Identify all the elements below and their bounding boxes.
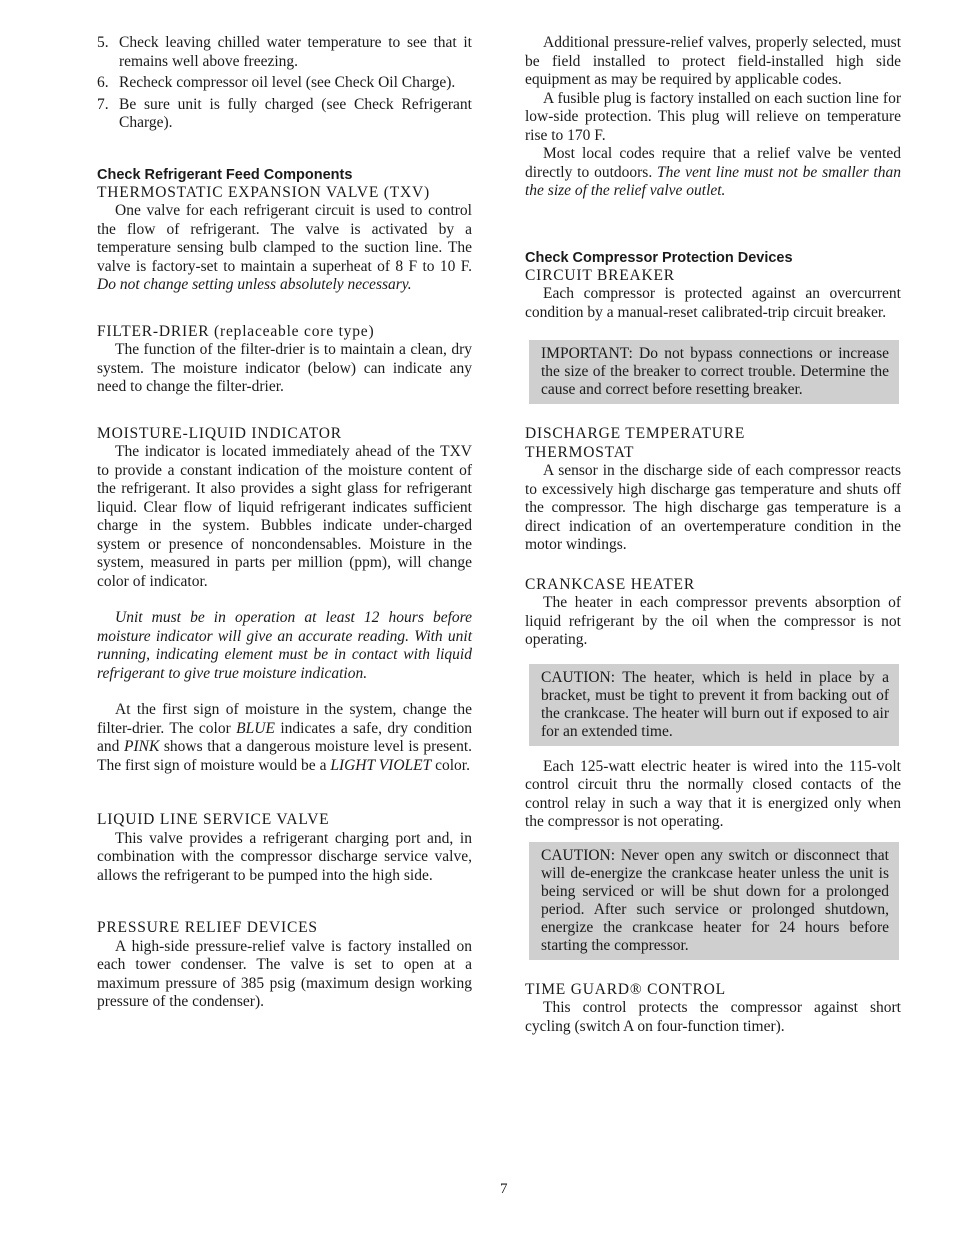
left-column [97, 34, 472, 1012]
liquid-line-paragraph: This valve provides a refrigerant charging port and, in combination with the compressor discharge service valve, allows the refrigerant to be pumped into the high side. [97, 829, 472, 884]
crankcase-paragraph: The heater in each compressor prevents absorption of liquid refrigerant by the oil when the compressor is not operating. [525, 594, 901, 648]
right-column [525, 34, 901, 1036]
discharge-paragraph: A sensor in the discharge side of each compressor reacts to excessively high discharge gas temperature and shuts off the compressor. The high discharge gas temperature is a direct indication of an overtemperature condition in the motor windings. [525, 462, 901, 553]
pressure-relief-paragraph: A high-side pressure-relief valve is factory installed on each tower condenser. The valve is set to open at a maximum pressure of 385 psig (maximum design working pressure of the condenser). [97, 937, 472, 1010]
caution-box-heater: CAUTION: The heater, which is held in place by a bracket, must be tight to prevent it from backing out of the crankcase. The heater will burn out if exposed to air for an extended time. [529, 664, 899, 746]
moisture-indicator-heading: MOISTURE-LIQUID INDICATOR [97, 424, 342, 442]
checklist [97, 34, 472, 133]
txv-heading: THERMOSTATIC EXPANSION VALVE (TXV) [97, 183, 430, 201]
moisture-note: Unit must be in operation at least 12 hours before moisture indicator will give an accurate reading. With unit running, indicating element must be in contact with liquid refrigerant to give true moisture indication. [97, 609, 472, 682]
filter-drier-paragraph: The function of the filter-drier is to maintain a clean, dry system. The moisture indicator (below) can indicate any need to change the filter-drier. [97, 341, 472, 395]
moisture-paragraph: The indicator is located immediately ahead of the TXV to provide a constant indication of the moisture content of the refrigerant. It also provides a sight glass for refrigerant liquid. Clear flow of liquid refrigerant indicates sufficient charge in the system. Bubbles indicate under-charged system or presence of noncondensables. Moisture in the system, measured in parts per million (ppm), will change color of indicator. [97, 443, 472, 590]
page-number: 7 [500, 1181, 508, 1197]
discharge-thermostat-heading: DISCHARGE TEMPERATURE THERMOSTAT [525, 425, 746, 461]
local-codes-paragraph: Most local codes require that a relief valve be vented directly to outdoors. The vent line must not be smaller than the size of the relief valve outlet. [525, 145, 901, 199]
feed-components-heading: Check Refrigerant Feed Components [97, 166, 353, 183]
list-item: 5. Check leaving chilled water temperature to see that it remains well above freezing. [97, 34, 472, 70]
heater-wiring-paragraph: Each 125-watt electric heater is wired into the 115-volt control circuit thru the normally closed contacts of the control relay in such a way that it is energized only when the compressor is not operating. [525, 757, 901, 830]
time-guard-heading: TIME GUARD® CONTROL [525, 980, 726, 998]
time-guard-paragraph: This control protects the compressor against short cycling (switch A on four-function timer). [525, 999, 901, 1035]
circuit-breaker-paragraph: Each compressor is protected against an overcurrent condition by a manual-reset calibrated-trip circuit breaker. [525, 285, 901, 321]
list-item: 6. Recheck compressor oil level (see Check Oil Charge). [97, 74, 456, 91]
crankcase-heater-heading: CRANKCASE HEATER [525, 575, 695, 593]
list-item: 7. Be sure unit is fully charged (see Check Refrigerant Charge). [97, 95, 472, 131]
protection-devices-heading: Check Compressor Protection Devices [525, 249, 793, 266]
filter-drier-heading: FILTER-DRIER (replaceable core type) [97, 322, 375, 340]
fusible-plug-paragraph: A fusible plug is factory installed on each suction line for low-side protection. This plug will relieve on temperature rise to 170 F. [525, 89, 901, 144]
txv-paragraph: One valve for each refrigerant circuit is used to control the flow of refrigerant. The valve is activated by a temperature sensing bulb clamped to the suction line. The valve is factory-set to maintain a superheat of 8 F to 10 F. Do not change setting unless absolutely necessary. [97, 202, 472, 293]
liquid-line-heading: LIQUID LINE SERVICE VALVE [97, 811, 330, 828]
additional-relief-paragraph: Additional pressure-relief valves, properly selected, must be field installed to protect field-installed high side equipment as may be required by applicable codes. [525, 34, 901, 88]
circuit-breaker-heading: CIRCUIT BREAKER [525, 266, 675, 284]
pressure-relief-heading: PRESSURE RELIEF DEVICES [97, 919, 318, 936]
important-box: IMPORTANT: Do not bypass connections or increase the size of the breaker to correct trouble. Determine the cause and correct before resetting breaker. [529, 340, 899, 404]
caution-box-switch: CAUTION: Never open any switch or disconnect that will de-energize the crankcase heater unless the unit is being serviced or will be shut down for a prolonged period. After such service or prolonged shutdown, energize the crankcase heater for 24 hours before starting the compressor. [529, 842, 899, 960]
moisture-sign-paragraph: At the first sign of moisture in the system, change the filter-drier. The color BLUE indicates a safe, dry condition and PINK shows that a dangerous moisture level is present. The first sign of moisture would be a LIGHT VIOLET color. [97, 701, 473, 774]
